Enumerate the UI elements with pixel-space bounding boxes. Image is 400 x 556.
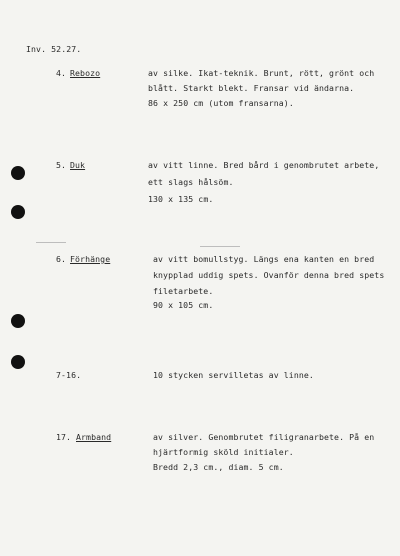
- description-line: Bredd 2,3 cm., diam. 5 cm.: [153, 462, 284, 472]
- description-line: av vitt bomullstyg. Längs ena kanten en bred: [153, 254, 375, 264]
- punch-hole: [11, 314, 25, 328]
- description-line: 86 x 250 cm (utom fransarna).: [148, 98, 294, 108]
- scan-mark: [36, 242, 66, 243]
- entry-number: 5.: [56, 160, 67, 170]
- entry-name: Duk: [70, 160, 86, 170]
- description-line: 130 x 135 cm.: [148, 194, 214, 204]
- punch-hole: [11, 166, 25, 180]
- description-line: av silver. Genombrutet filigranarbete. På en: [153, 432, 375, 442]
- description-line: blått. Starkt blekt. Fransar vid ändarna.: [148, 83, 355, 93]
- entry-number: 7-16.: [56, 370, 82, 380]
- entry-number: 4.: [56, 68, 67, 78]
- description-line: av silke. Ikat-teknik. Brunt, rött, grönt och: [148, 68, 375, 78]
- description-line: ett slags hålsöm.: [148, 177, 234, 187]
- inventory-number: Inv. 52.27.: [26, 44, 82, 54]
- punch-hole: [11, 205, 25, 219]
- entry-name: Förhänge: [70, 254, 111, 264]
- entry-number: 6.: [56, 254, 67, 264]
- description-line: av vitt linne. Bred bård i genombrutet arbete,: [148, 160, 380, 170]
- entry-description: [148, 68, 374, 109]
- punch-hole: [11, 355, 25, 369]
- entry-description: [148, 160, 379, 205]
- entry-description: [153, 432, 374, 473]
- entry-name: Armband: [76, 432, 112, 442]
- entry-description: [153, 370, 314, 381]
- entry-number: 17.: [56, 432, 72, 442]
- scan-mark: [200, 246, 240, 247]
- entry-description: [153, 254, 384, 311]
- entry-name: Rebozo: [70, 68, 101, 78]
- description-line: filetarbete.: [153, 286, 214, 296]
- description-line: hjärtformig sköld initialer.: [153, 447, 294, 457]
- description-line: 10 stycken servilletas av linne.: [153, 370, 314, 380]
- description-line: knypplad uddig spets. Ovanför denna bred spets: [153, 270, 385, 280]
- description-line: 90 x 105 cm.: [153, 300, 214, 310]
